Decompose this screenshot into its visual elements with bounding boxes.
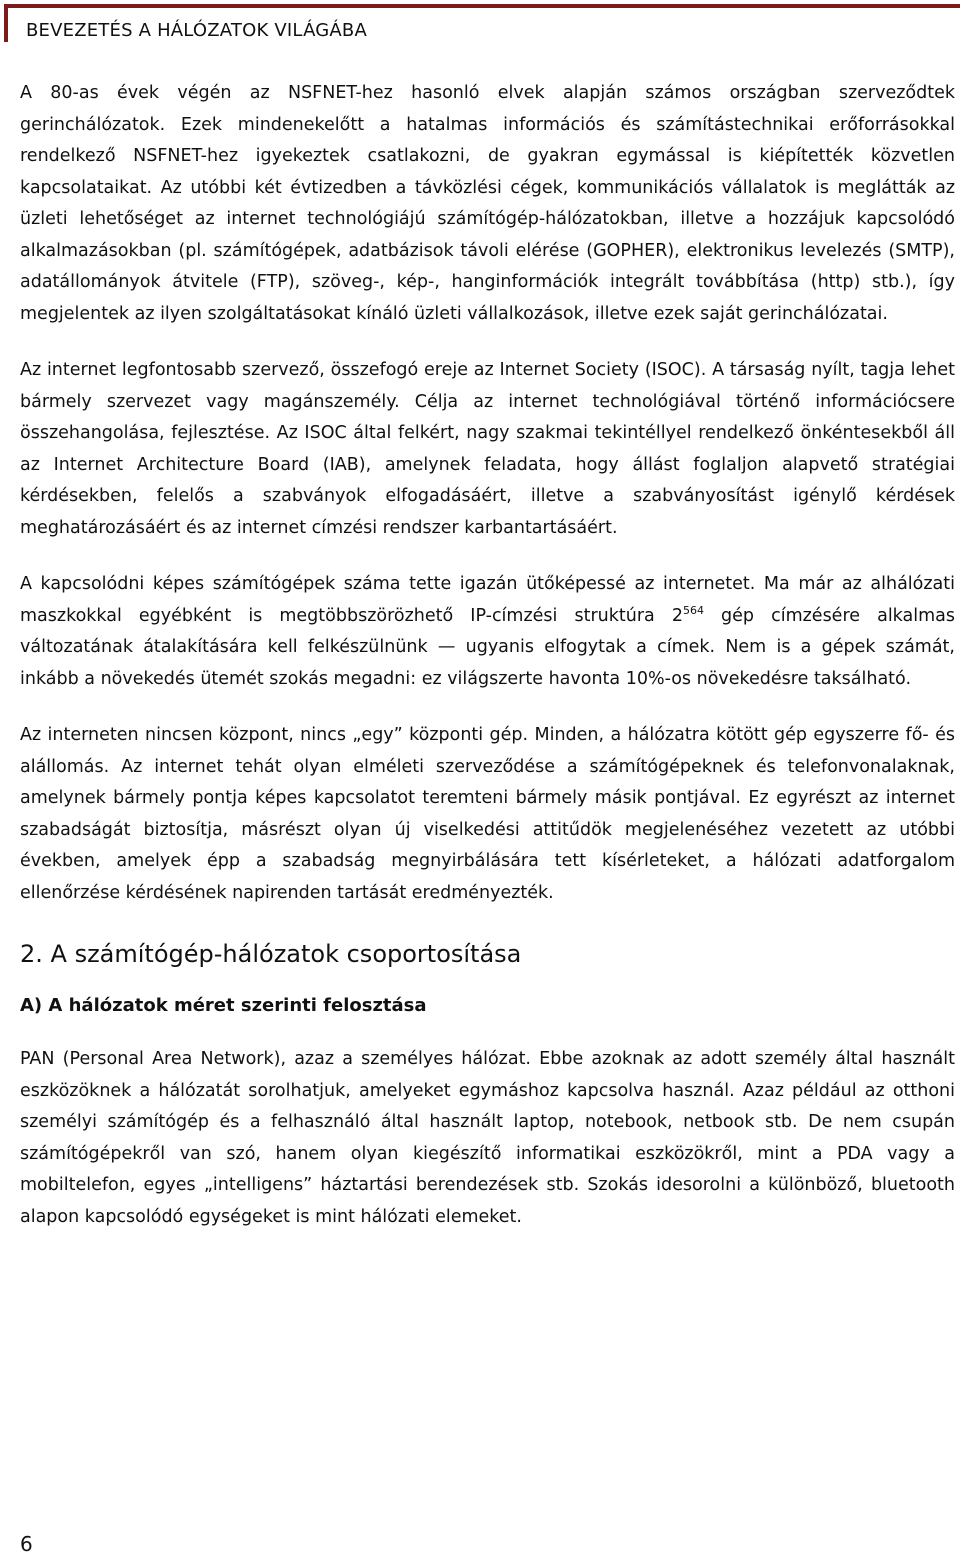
paragraph-nsfnet: A 80-as évek végén az NSFNET-hez hasonló elvek alapján számos országban szerveződtek gerinchálózatok. Ezek mindenekelőtt a hatalmas információs és számítástechnikai erőforrásokkal rendelkező NSFNET-hez igyekeztek csatlakozni, de gyakran egymással is kiépítették közvetlen kapcsolataikat. Az utóbbi két évtizedben a távközlési cégek, kommunikációs vállalatok is meglátták az üzleti lehetőséget az internet technológiájú számítógép-hálózatokban, illetve a hozzájuk kapcsolódó alkalmazásokban (pl. számítógépek, adatbázisok távoli elérése (GOPHER), elektronikus levelezés (SMTP), adatállományok átvitele (FTP), szöveg-, kép-, hanginformációk integrált továbbítása (http) stb.), így megjelentek az ilyen szolgáltatásokat kínáló üzleti vállalkozások, illetve ezek saját gerinchálózatai. xyxy=(20,83,955,324)
section-heading: 2. A számítógép-hálózatok csoportosítása xyxy=(20,940,522,968)
paragraph-isoc: Az internet legfontosabb szervező, összefogó ereje az Internet Society (ISOC). A társaság nyílt, tagja lehet bármely szervezet vagy magánszemély. Célja az internet technológiával történő információcsere összehangolása, fejlesztése. Az ISOC által felkért, nagy szakmai tekintéllyel rendelkező önkéntesekből áll az Internet Architecture Board (IAB), amelynek feladata, hogy állást foglaljon alapvető stratégiai kérdésekben, felelős a szabványok elfogadásáért, illetve a szabványosítást igénylő kérdések meghatározásáért és az internet címzési rendszer karbantartásáért. xyxy=(20,360,955,538)
pan-term: PAN xyxy=(20,1049,55,1069)
paragraph-no-center: Az interneten nincsen központ, nincs „egy” központi gép. Minden, a hálózatra kötött gép egyszerre fő- és alállomás. Az internet tehát olyan elméleti szerveződése a számítógépeknek és telefonvonalaknak, amelynek bármely pontja képes kapcsolatot teremteni bármely másik pontjával. Ez egyrészt az internet szabadságát biztosítja, másrészt olyan új viselkedési attitűdök megjelenéséhez vezetett az utóbbi években, amelyek épp a szabadság megnyirbálására tett kísérleteket, a hálózati adatforgalom ellenőrzése kérdésének napirenden tartását eredményezték. xyxy=(20,725,955,903)
paragraph-addressing-text-end: gép címzésére alkalmas változatának átalakítására kell felkészülnünk — ugyanis elfogytak a címek. Nem is a gépek számát, inkább a növekedés ütemét szokás megadni: ez világszerte havonta 10%-os növekedésre taksálható. xyxy=(20,605,955,689)
page-number: 6 xyxy=(20,1532,33,1556)
header-title: BEVEZETÉS A HÁLÓZATOK VILÁGÁBA xyxy=(26,20,367,41)
paragraph-addressing-text-start: A kapcsolódni képes számítógépek száma tette igazán ütőképessé az internetet. Ma már az alhálózati maszkokkal egyébként is megtöbbszörözhető IP-címzési struktúra 2 xyxy=(20,574,955,626)
exponent: 564 xyxy=(682,603,704,617)
paragraph-pan xyxy=(20,1044,955,1233)
page-header xyxy=(4,4,960,42)
page-content xyxy=(20,78,955,1258)
paragraph-addressing xyxy=(20,569,955,695)
pan-description: (Personal Area Network), azaz a személyes hálózat. Ebbe azoknak az adott személy által használt eszközöknek a hálózatát sorolhatjuk, amelyeket egymáshoz kapcsolva használ. Azaz például az otthoni személyi számítógép és a felhasználó által használt laptop, notebook, netbook stb. De nem csupán számítógépekről van szó, hanem olyan kiegészítő informatikai eszközökről, mint a PDA vagy a mobiltelefon, egyes „intelligens” háztartási berendezések stb. Szokás idesorolni a különböző, bluetooth alapon kapcsolódó egységeket is mint hálózati elemeket. xyxy=(20,1049,955,1227)
subsection-heading: A) A hálózatok méret szerinti felosztása xyxy=(20,995,427,1016)
